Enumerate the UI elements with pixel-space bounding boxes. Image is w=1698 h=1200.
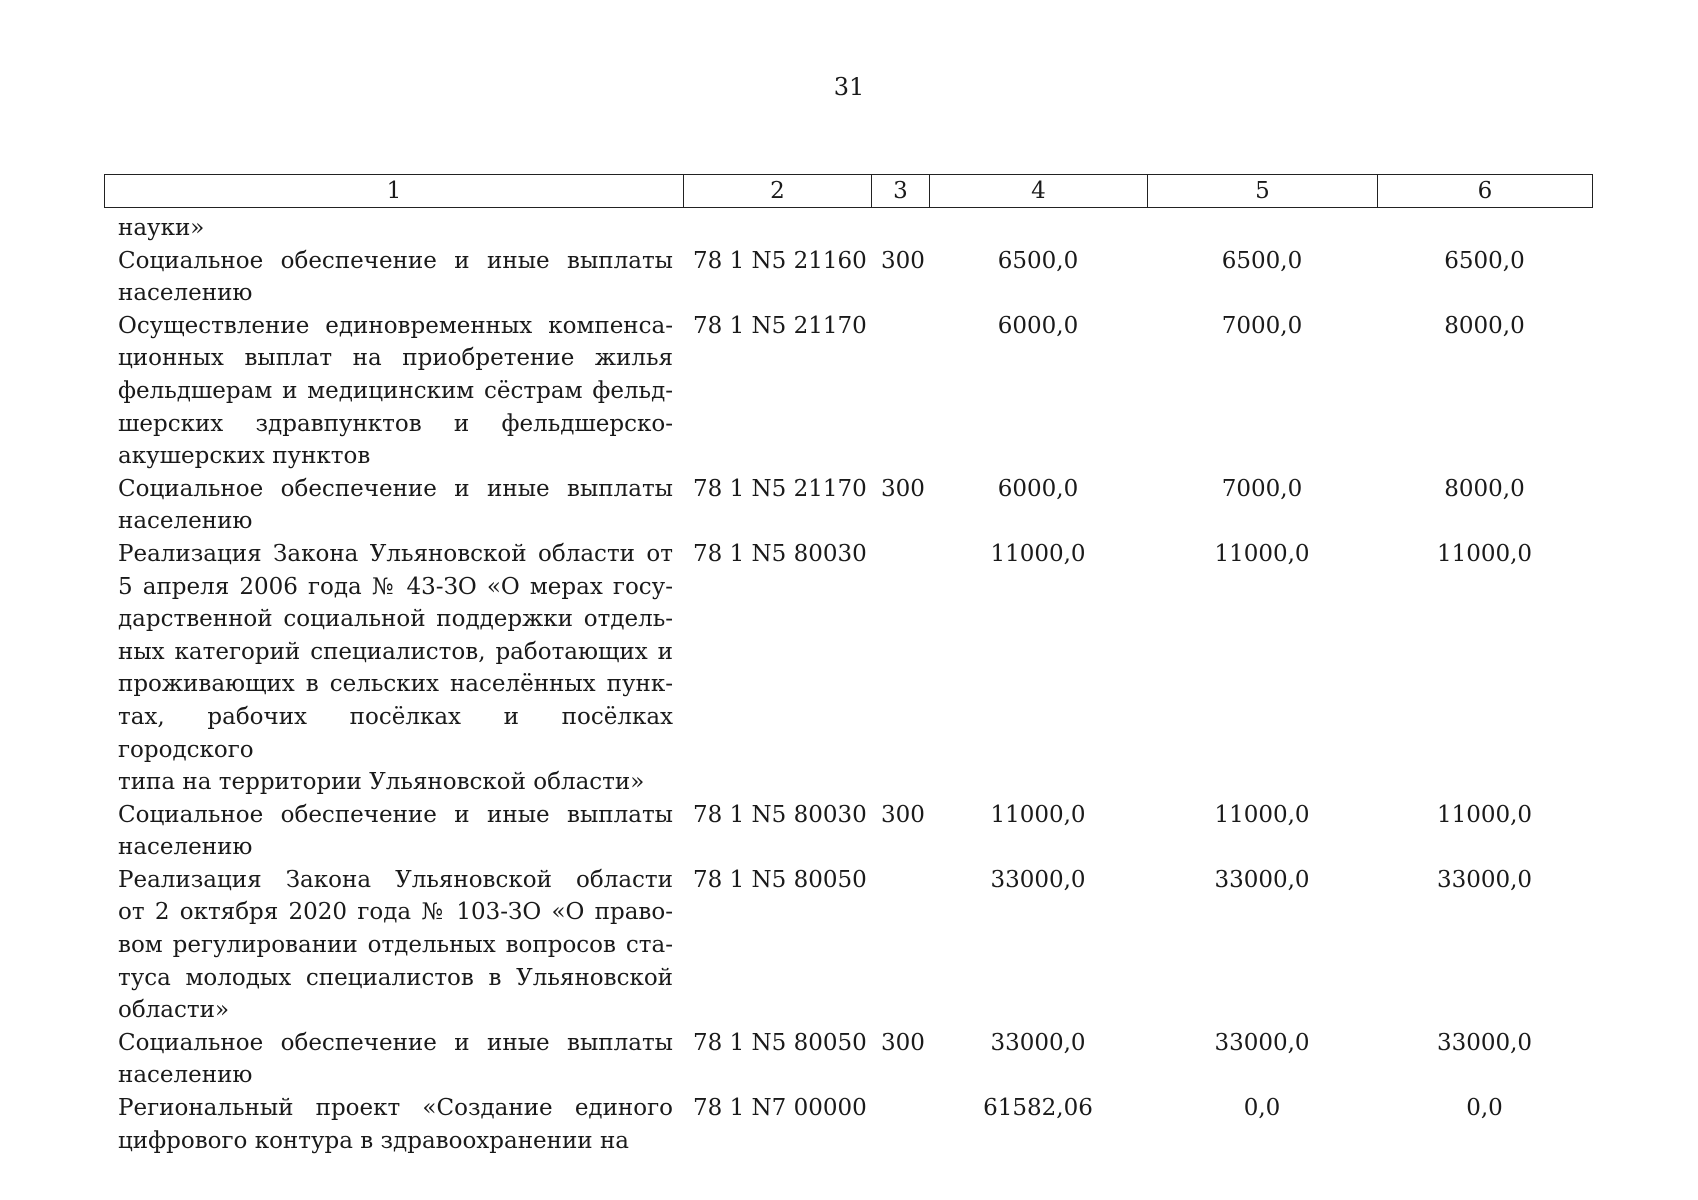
row-value-col6: 11000,0	[1436, 801, 1533, 828]
row-description	[104, 1092, 683, 1157]
row-value-col4: 33000,0	[990, 866, 1086, 893]
row-expense-type: 300	[881, 475, 925, 502]
row-value-col6: 33000,0	[1436, 1029, 1533, 1056]
table-row	[104, 1027, 1592, 1092]
row-code: 78 1 N5 80030	[693, 540, 867, 567]
description-line: населению	[118, 508, 253, 535]
column-header-3: 3	[872, 175, 930, 208]
row-value-col6: 33000,0	[1436, 866, 1533, 893]
page-number: 31	[833, 73, 865, 101]
table-row	[104, 245, 1592, 310]
budget-table-body	[104, 212, 1592, 1157]
row-code: 78 1 N5 80050	[693, 866, 867, 893]
row-expense-type	[871, 212, 929, 245]
table-row	[104, 473, 1592, 538]
row-description	[104, 212, 683, 245]
row-expense-type: 300	[881, 1029, 925, 1056]
row-value-col4: 6500,0	[997, 247, 1079, 274]
column-header-table	[104, 174, 1593, 208]
column-header-2: 2	[684, 175, 872, 208]
row-code: 78 1 N7 00000	[693, 1095, 867, 1122]
row-value-col6: 0,0	[1466, 1095, 1503, 1122]
description-line: Реализация Закона Ульяновской области от	[118, 540, 673, 567]
description-line: дарственной социальной поддержки отдель-	[118, 606, 673, 633]
table-row	[104, 864, 1592, 1027]
row-value-col4	[929, 212, 1147, 245]
row-value-col4: 6000,0	[997, 475, 1079, 502]
row-expense-type: 300	[881, 801, 925, 828]
description-line: 5 апреля 2006 года № 43-ЗО «О мерах госу-	[118, 573, 673, 600]
row-description	[104, 864, 683, 1027]
description-line: типа на территории Ульяновской области»	[118, 769, 645, 796]
description-line: вом регулировании отдельных вопросов ста-	[118, 932, 673, 959]
description-line: шерских здравпунктов и фельдшерско-	[118, 410, 673, 437]
row-value-col5: 7000,0	[1221, 475, 1303, 502]
row-value-col5	[1147, 212, 1377, 245]
table-row	[104, 538, 1592, 799]
table-row	[104, 212, 1592, 245]
row-code: 78 1 N5 80030	[693, 801, 867, 828]
table-row	[104, 1092, 1592, 1157]
row-description	[104, 799, 683, 864]
description-line: акушерских пунктов	[118, 443, 371, 470]
description-line: туса молодых специалистов в Ульяновской	[118, 964, 673, 991]
description-line: ных категорий специалистов, работающих и	[118, 638, 673, 665]
row-value-col6	[1377, 212, 1592, 245]
row-value-col5: 0,0	[1243, 1095, 1281, 1122]
row-value-col6: 6500,0	[1444, 247, 1525, 274]
budget-table	[104, 212, 1592, 1157]
row-description	[104, 473, 683, 538]
description-line: Социальное обеспечение и иные выплаты	[118, 247, 673, 274]
row-code: 78 1 N5 80050	[693, 1029, 867, 1056]
row-value-col5: 11000,0	[1214, 540, 1310, 567]
description-line: Региональный проект «Создание единого	[118, 1095, 673, 1122]
row-code: 78 1 N5 21170	[693, 312, 867, 339]
row-expense-type	[871, 538, 929, 799]
description-line: Осуществление единовременных компенса-	[118, 312, 673, 339]
description-line: Социальное обеспечение и иные выплаты	[118, 475, 673, 502]
column-header-1: 1	[105, 175, 684, 208]
table-rows	[104, 212, 1592, 1157]
row-expense-type: 300	[881, 247, 925, 274]
row-value-col4: 11000,0	[990, 540, 1086, 567]
description-line: ционных выплат на приобретение жилья	[118, 345, 673, 372]
column-header-6: 6	[1378, 175, 1593, 208]
row-value-col4: 6000,0	[997, 312, 1079, 339]
row-description	[104, 310, 683, 473]
row-value-col5: 7000,0	[1221, 312, 1303, 339]
description-line: проживающих в сельских населённых пунк-	[118, 671, 673, 698]
row-value-col4: 33000,0	[990, 1029, 1086, 1056]
description-line: населению	[118, 1062, 253, 1089]
table-row	[104, 310, 1592, 473]
row-value-col5: 6500,0	[1221, 247, 1303, 274]
row-code	[683, 212, 871, 245]
row-code: 78 1 N5 21160	[693, 247, 867, 274]
description-line: Социальное обеспечение и иные выплаты	[118, 801, 673, 828]
description-line: фельдшерам и медицинским сёстрам фельд-	[118, 377, 673, 404]
description-line: области»	[118, 997, 230, 1024]
row-expense-type	[871, 864, 929, 1027]
description-line: науки»	[118, 215, 205, 241]
row-value-col5: 33000,0	[1214, 1029, 1310, 1056]
row-description	[104, 538, 683, 799]
column-header-4: 4	[930, 175, 1148, 208]
row-value-col6: 8000,0	[1444, 312, 1525, 339]
row-value-col6: 11000,0	[1436, 540, 1533, 567]
description-line: тах, рабочих посёлках и посёлках городского	[118, 703, 673, 763]
row-code: 78 1 N5 21170	[693, 475, 867, 502]
row-expense-type	[871, 1092, 929, 1157]
row-expense-type	[871, 310, 929, 473]
description-line: цифрового контура в здравоохранении на	[118, 1127, 629, 1154]
description-line: населению	[118, 280, 253, 307]
row-value-col5: 33000,0	[1214, 866, 1310, 893]
row-value-col4: 61582,06	[983, 1095, 1093, 1122]
row-value-col6: 8000,0	[1444, 475, 1525, 502]
row-value-col4: 11000,0	[990, 801, 1086, 828]
description-line: населению	[118, 834, 253, 861]
column-header-5: 5	[1148, 175, 1378, 208]
table-row	[104, 799, 1592, 864]
column-header-row	[105, 175, 1593, 208]
description-line: Реализация Закона Ульяновской области	[118, 866, 673, 893]
description-line: от 2 октября 2020 года № 103-ЗО «О право-	[118, 899, 673, 926]
row-description	[104, 1027, 683, 1092]
row-value-col5: 11000,0	[1214, 801, 1310, 828]
row-description	[104, 245, 683, 310]
description-line: Социальное обеспечение и иные выплаты	[118, 1029, 673, 1056]
